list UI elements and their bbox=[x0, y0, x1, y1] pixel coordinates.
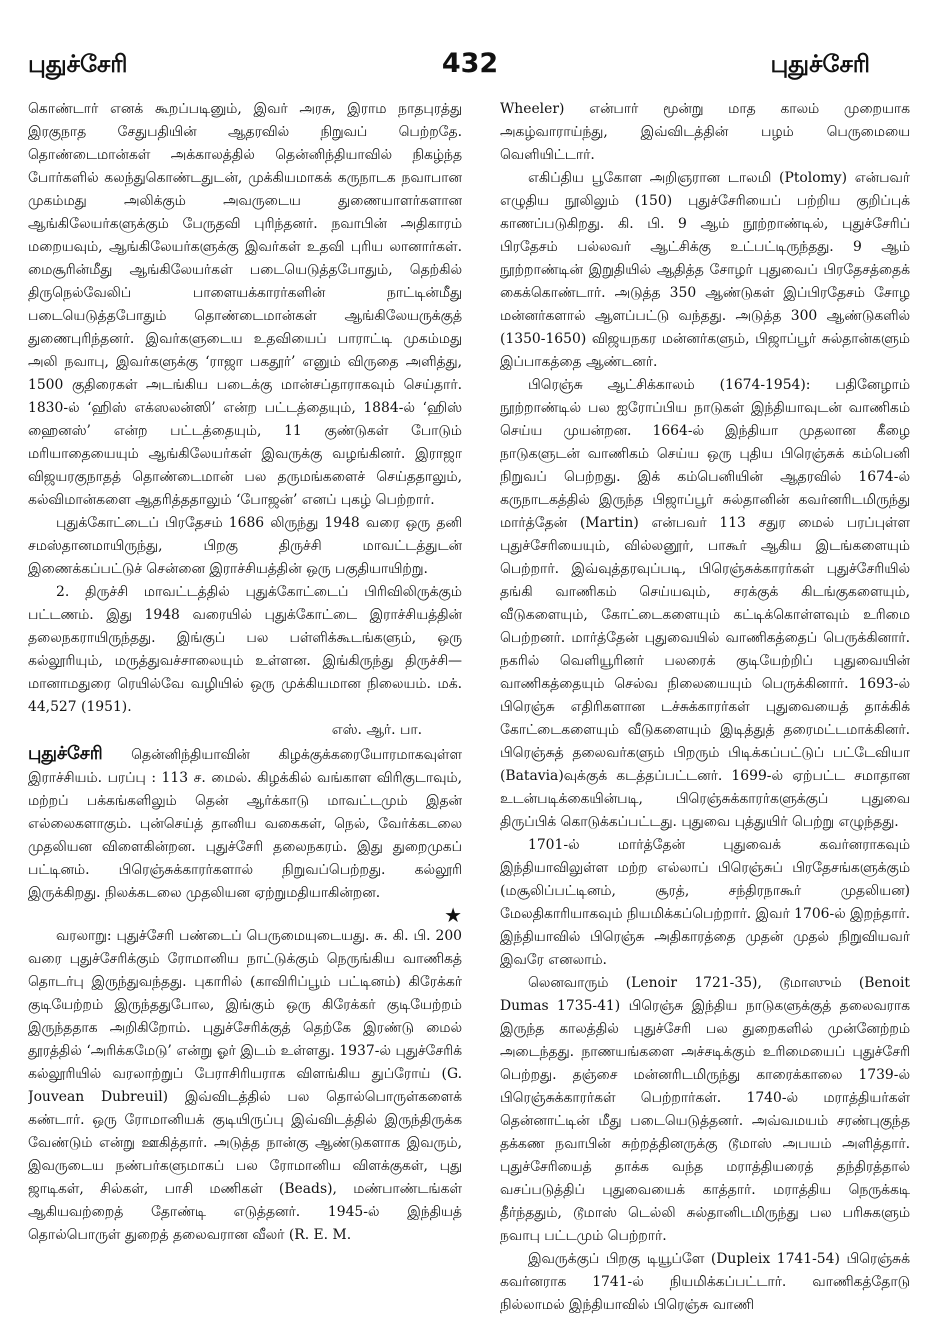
page-number: 432 bbox=[441, 48, 499, 79]
paragraph-french-period: பிரெஞ்சு ஆட்சிக்காலம் (1674-1954): பதினேழாம் நூற்றாண்டில் பல ஐரோப்பிய நாடுகள் இந்தியாவுடன் வாணிகம் செய்ய முயன்றன. 1664-ல் இந்தியா முதலான கீழை நாடுகளுடன் வாணிகம் செய்ய ஒரு புதிய பிரெஞ்சுக் கம்பெனி நிறுவப் பெற்றது. இக் கம்பெனியின் ஆதரவில் 1674-ல் கருநாடகத்தில் இருந்த பிஜாப்பூர் சுல்தானின் கவர்னரிடமிருந்து மார்த்தேன் (Martin) என்பவர் 113 சதுர மைல் பரப்புள்ள புதுச்சேரியையும், வில்லனூர், பாகூர் ஆகிய இடங்களையும் பெற்றார். இவ்வுத்தரவுப்படி, பிரெஞ்சுக்காரர்கள் புதுச்சேரியில் தங்கி வாணிகம் செய்யவும், சரக்குக் கிடங்குகளையும், வீடுகளையும், கோட்டைகளையும் கட்டிக்கொள்ளவும் உரிமை பெற்றனர். மார்த்தேன் புதுவையில் வாணிகத்தைப் பெருக்கினார். நகரில் வெளியூரினர் பலரைக் குடியேற்றிப் புதுவையின் வாணிகத்தையும் செல்வ நிலையையும் பெருக்கினார். 1693-ல் பிரெஞ்சு எதிரிகளான டச்சுக்காரர்கள் புதுவையைத் தாக்கிக் கோட்டைகளையும் வீடுகளையும் இடித்துத் தரைமட்டமாக்கினர். பிரெஞ்சுத் தலைவர்களும் பிறரும் பிடிக்கப்பட்டுப் பட்டேவியா (Batavia)வுக்குக் கடத்தப்பட்டனர். 1699-ல் ஏற்பட்ட சமாதான உடன்படிக்கையின்படி, பிரெஞ்சுக்காரர்களுக்குப் புதுவை திருப்பிக் கொடுக்கப்பட்டது. புதுவை புத்துயிர் பெற்று எழுந்தது. bbox=[500, 377, 910, 830]
left-column bbox=[28, 98, 462, 1326]
author-signature: எஸ். ஆர். பா. bbox=[331, 722, 422, 738]
paragraph-history: வரலாறு: புதுச்சேரி பண்டைப் பெருமையுடையது. சு. கி. பி. 200 வரை புதுச்சேரிக்கும் ரோமானிய நாட்டுக்கும் நெருங்கிய வாணிகத் தொடர்பு இருந்துவந்தது. புகாரில் (காவிரிப்பூம் பட்டினம்) கிரேக்கர் குடியேற்றம் இருந்ததுபோல, இங்கும் ஒரு கிரேக்கர் குடியேற்றம் இருந்ததாக அறிகிறோம். புதுச்சேரிக்குத் தெற்கே இரண்டு மைல் தூரத்தில் ‘அரிக்கமேடு’ என்று ஓர் இடம் உள்ளது. 1937-ல் புதுச்சேரிக் கல்லூரியில் வரலாற்றுப் பேராசிரியராக விளங்கிய துப்ரோய் (G. Jouvean Dubreuil) இவ்விடத்தில் பல தொல்பொருள்களைக் கண்டார். ஒரு ரோமானியக் குடியிருப்பு இவ்விடத்தில் இருந்திருக்க வேண்டும் என்று ஊகித்தார். அடுத்த நான்கு ஆண்டுகளாக இவரும், இவருடைய நண்பர்களுமாகப் பல ரோமானிய விளக்குகள், புது ஜாடிகள், சில்கள், பாசி மணிகள் (Beads), மண்பாண்டங்கள் ஆகியவற்றைத் தோண்டி எடுத்தனர். 1945-ல் இந்தியத் தொல்பொருள் துறைத் தலைவரான வீலர் (R. E. M. bbox=[28, 928, 462, 1243]
running-head-left: புதுச்சேரி bbox=[28, 50, 128, 78]
running-head-right: புதுச்சேரி bbox=[770, 50, 870, 78]
paragraph-lenoir-dumas: லெனவாரும் (Lenoir 1721-35), டூமாஸும் (Benoit Dumas 1735-41) பிரெஞ்சு இந்திய நாடுகளுக்குத் தலைவராக இருந்த காலத்தில் புதுச்சேரி பல துறைகளில் முன்னேற்றம் அடைந்தது. நாணயங்களை அச்சடிக்கும் உரிமையைப் புதுச்சேரி பெற்றது. தஞ்சை மன்னரிடமிருந்து காரைக்காலை 1739-ல் பிரெஞ்சுக்காரர்கள் பெற்றார்கள். 1740-ல் மராத்தியர்கள் தென்னாட்டின் மீது படையெடுத்தனர். அவ்வமயம் சரண்புகுந்த தக்கண நவாபின் சுற்றத்தினருக்கு டூமாஸ் அபயம் அளித்தார். புதுச்சேரியைத் தாக்க வந்த மராத்தியரைத் தந்திரத்தால் வசப்படுத்திப் புதுவையைக் காத்தார். மராத்திய நெருக்கடி தீர்ந்ததும், டூமாஸ் டெல்லி சுல்தானிடமிருந்து பல பரிசுகளும் நவாபு பட்டமும் பெற்றார். bbox=[500, 975, 910, 1244]
sense-number: 2. bbox=[56, 584, 70, 600]
page-header bbox=[0, 0, 940, 90]
paragraph-pudukkottai-town-text: திருச்சி மாவட்டத்தில் புதுக்கோட்டைப் பிரிவிலிருக்கும் பட்டணம். இது 1948 வரையில் புதுக்கோட்டை இராச்சியத்தின் தலைநகராயிருந்தது. இங்குப் பல பள்ளிக்கூடங்களும், ஒரு கல்லூரியும், மருத்துவச்சாலையும் உள்ளன. இங்கிருந்து திருச்சி—மானாமதுரை ரெயில்வே வழியில் ஒரு முக்கியமான நிலையம். மக். 44,527 (1951). bbox=[28, 584, 462, 715]
star-icon: ★ bbox=[444, 903, 462, 927]
paragraph-pudukkottai-state: புதுக்கோட்டைப் பிரதேசம் 1686 லிருந்து 1948 வரை ஒரு தனி சமஸ்தானமாயிருந்து, பிறகு திருச்சி மாவட்டத்துடன் இணைக்கப்பட்டுச் சென்னை இராச்சியத்தின் ஒரு பகுதியாயிற்று. bbox=[28, 515, 462, 577]
paragraph-ptolemy: எகிப்திய பூகோள அறிஞரான டாலமி (Ptolomy) என்பவர் எழுதிய நூலிலும் (150) புதுச்சேரியைப் பற்றிய குறிப்புக் காணப்படுகிறது. கி. பி. 9 ஆம் நூற்றாண்டில், புதுச்சேரிப் பிரதேசம் பல்லவர் ஆட்சிக்கு உட்பட்டிருந்தது. 9 ஆம் நூற்றாண்டின் இறுதியில் ஆதித்த சோழர் புதுவைப் பிரதேசத்தைக் கைக்கொண்டார். அடுத்த 350 ஆண்டுகள் இப்பிரதேசம் சோழ மன்னர்களால் ஆளப்பட்டு வந்தது. அடுத்த 300 ஆண்டுகளில் (1350-1650) விஜயநகர மன்னர்களும், பிஜாப்பூர் சுல்தான்களும் இப்பாகத்தை ஆண்டனர். bbox=[500, 170, 910, 370]
paragraph-pudukkottai-history: கொண்டார் எனக் கூறப்படினும், இவர் அரசு, இராம நாதபுரத்து இரகுநாத சேதுபதியின் ஆதரவில் நிறுவப் பெற்றதே. தொண்டைமான்கள் அக்காலத்தில் தென்னிந்தியாவில் நிகழ்ந்த போர்களில் கலந்துகொண்டதுடன், முக்கியமாகக் கருநாடக நவாபான முகம்மது அலிக்கும் அவருடைய துணையாளர்களான ஆங்கிலேயர்களுக்கும் பேருதவி புரிந்தனர். நவாபின் அதிகாரம் மறையவும், ஆங்கிலேயர்களுக்கு இவர்கள் உதவி புரிய லானார்கள். மைசூரின்மீது ஆங்கிலேயர்கள் படையெடுத்தபோதும், தெற்கில் திருநெல்வேலிப் பாளையக்காரர்களின் நாட்டின்மீது படையெடுத்தபோதும் தொண்டைமான்கள் ஆங்கிலேயருக்குத் துணைபுரிந்தனர். இவர்களுடைய உதவியைப் பாராட்டி முகம்மது அலி நவாபு, இவர்களுக்கு ‘ராஜா பகதூர்’ எனும் விருதை அளித்து, 1500 குதிரைகள் அடங்கிய படைக்கு மான்சப்தாராகவும் செய்தார். 1830-ல் ‘ஹிஸ் எக்ஸலன்ஸி’ என்ற பட்டத்தையும், 1884-ல் ‘ஹிஸ் ஹைனஸ்’ என்ற பட்டத்தையும், 11 குண்டுகள் போடும் மரியாதையையும் ஆங்கிலேயர்கள் இவருக்கு வழங்கினர். இராஜா விஜயரகுநாதத் தொண்டைமான் பல தருமங்களைச் செய்ததாலும், கல்விமான்களை ஆதரித்ததாலும் ‘போஜன்’ எனப் புகழ் பெற்றார். bbox=[28, 101, 462, 508]
entry-headword: புதுச்சேரி bbox=[28, 743, 103, 764]
paragraph-martin-governor: 1701-ல் மார்த்தேன் புதுவைக் கவர்னராகவும் இந்தியாவிலுள்ள மற்ற எல்லாப் பிரெஞ்சுப் பிரதேசங்களுக்கும் (மசூலிப்பட்டினம், சூரத், சந்திரநாகூர் முதலியன) மேலதிகாரியாகவும் நியமிக்கப்பெற்றார். இவர் 1706-ல் இறந்தார். இந்தியாவில் பிரெஞ்சு அதிகாரத்தை முதன் முதல் நிறுவியவர் இவரே எனலாம். bbox=[500, 837, 910, 968]
paragraph-dupleix: இவருக்குப் பிறகு டியூப்ளே (Dupleix 1741-54) பிரெஞ்சுக் கவர்னராக 1741-ல் நியமிக்கப்பட்டார். வாணிகத்தோடு நில்லாமல் இந்தியாவில் பிரெஞ்சு வாணி bbox=[500, 1251, 910, 1313]
paragraph-puducherry-intro bbox=[28, 742, 462, 905]
paragraph-wheeler: Wheeler) என்பார் மூன்று மாத காலம் முறையாக அகழ்வாராய்ந்து, இவ்விடத்தின் பழம் பெருமையை வெளியிட்டார். bbox=[500, 101, 910, 163]
right-column bbox=[500, 98, 910, 1326]
paragraph-puducherry-intro-text: தென்னிந்தியாவின் கிழக்குக்கரையோரமாகவுள்ள இராச்சியம். பரப்பு : 113 ச. மைல். கிழக்கில் வங்காள விரிகுடாவும், மற்றப் பக்கங்களிலும் தென் ஆர்க்காடு மாவட்டமும் இதன் எல்லைகளாகும். புன்செய்த் தானிய வகைகள், நெல், வேர்க்கடலை முதலியன விளைகின்றன. புதுச்சேரி தலைநகரம். இது துறைமுகப் பட்டினம். பிரெஞ்சுக்காரர்களால் நிறுவப்பெற்றது. கல்லூரி இருக்கிறது. நிலக்கடலை முதலியன ஏற்றுமதியாகின்றன. bbox=[28, 747, 462, 901]
paragraph-pudukkottai-town bbox=[28, 581, 462, 719]
